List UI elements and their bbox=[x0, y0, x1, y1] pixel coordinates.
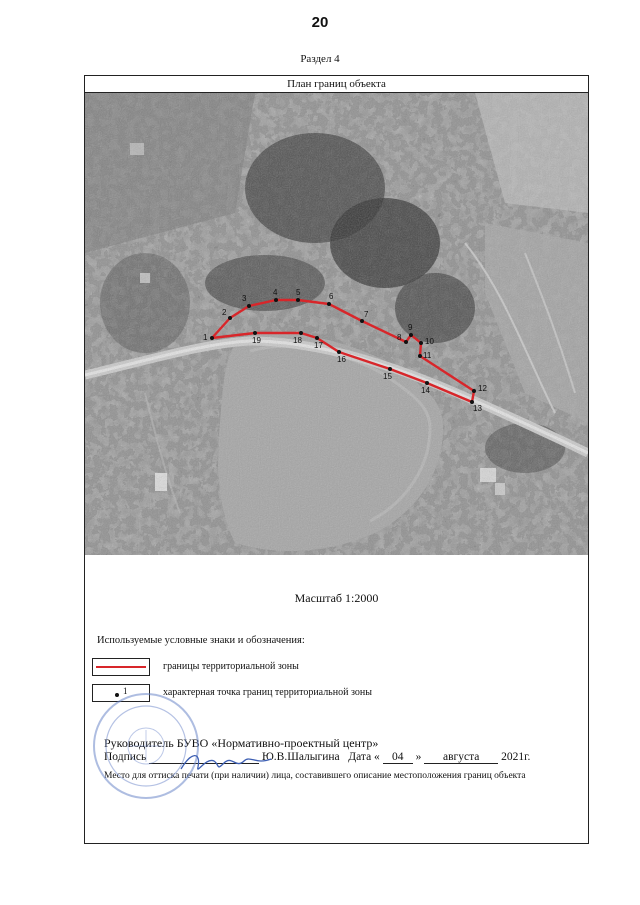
boundary-point-label-4: 4 bbox=[273, 288, 278, 297]
boundary-point-11 bbox=[418, 354, 422, 358]
boundary-point-label-15: 15 bbox=[383, 372, 392, 381]
boundary-point-label-18: 18 bbox=[293, 336, 302, 345]
boundary-point-18 bbox=[299, 331, 303, 335]
boundary-point-label-17: 17 bbox=[314, 341, 323, 350]
boundary-point-12 bbox=[472, 389, 476, 393]
boundary-point-label-7: 7 bbox=[364, 310, 369, 319]
stamp-seal bbox=[90, 690, 202, 802]
date-month: августа bbox=[424, 751, 498, 764]
boundary-point-3 bbox=[247, 304, 251, 308]
legend-point-number: 1 bbox=[123, 686, 128, 696]
boundary-point-label-13: 13 bbox=[473, 404, 482, 413]
boundary-point-1 bbox=[210, 336, 214, 340]
signer-name: Ю.В.Шалыгина bbox=[261, 751, 340, 763]
boundary-point-17 bbox=[315, 336, 319, 340]
date-label: Дата « bbox=[348, 751, 380, 763]
boundary-point-label-12: 12 bbox=[478, 384, 487, 393]
boundary-point-5 bbox=[296, 298, 300, 302]
boundary-point-9 bbox=[409, 333, 413, 337]
legend-title: Используемые условные знаки и обозначения: bbox=[97, 635, 305, 646]
boundary-point-label-10: 10 bbox=[425, 337, 434, 346]
date-mid: » bbox=[415, 751, 422, 763]
boundary-point-label-2: 2 bbox=[222, 308, 227, 317]
date-day: 04 bbox=[383, 751, 413, 764]
section-label: Раздел 4 bbox=[300, 53, 340, 65]
boundary-point-label-16: 16 bbox=[337, 355, 346, 364]
boundary-point-label-19: 19 bbox=[252, 336, 261, 345]
head-line: Руководитель БУВО «Нормативно-проектный центр» bbox=[104, 736, 379, 750]
aerial-map bbox=[85, 93, 588, 555]
boundary-point-8 bbox=[404, 340, 408, 344]
boundary-point-4 bbox=[274, 298, 278, 302]
boundary-point-7 bbox=[360, 319, 364, 323]
boundary-point-label-6: 6 bbox=[329, 292, 334, 301]
boundary-point-label-3: 3 bbox=[242, 294, 247, 303]
boundary-point-label-11: 11 bbox=[423, 351, 432, 360]
boundary-point-label-8: 8 bbox=[397, 333, 402, 342]
legend-text-point: характерная точка границ территориальной зоны bbox=[163, 687, 372, 698]
boundary-point-2 bbox=[228, 316, 232, 320]
page-number: 20 bbox=[311, 14, 329, 31]
scale-label: Масштаб 1:2000 bbox=[294, 591, 379, 605]
boundary-point-15 bbox=[388, 367, 392, 371]
date-year: 2021г. bbox=[501, 751, 531, 763]
red-line-icon bbox=[96, 666, 146, 668]
boundary-point-14 bbox=[425, 381, 429, 385]
plan-title: План границ объекта bbox=[85, 76, 588, 93]
legend-swatch-boundary bbox=[92, 658, 150, 676]
legend-text-boundary: границы территориальной зоны bbox=[163, 661, 299, 672]
boundary-point-10 bbox=[419, 341, 423, 345]
boundary-point-label-14: 14 bbox=[421, 386, 430, 395]
boundary-point-16 bbox=[337, 350, 341, 354]
boundary-point-6 bbox=[327, 302, 331, 306]
boundary-point-label-9: 9 bbox=[408, 323, 413, 332]
stamp-note: Место для оттиска печати (при наличии) лица, составившего описание местоположения границ объекта bbox=[104, 771, 526, 781]
boundary-point-19 bbox=[253, 331, 257, 335]
sign-label: Подпись bbox=[104, 751, 147, 763]
boundary-point-label-1: 1 bbox=[203, 333, 208, 342]
boundary-point-label-5: 5 bbox=[296, 288, 301, 297]
handwritten-signature bbox=[176, 747, 276, 777]
